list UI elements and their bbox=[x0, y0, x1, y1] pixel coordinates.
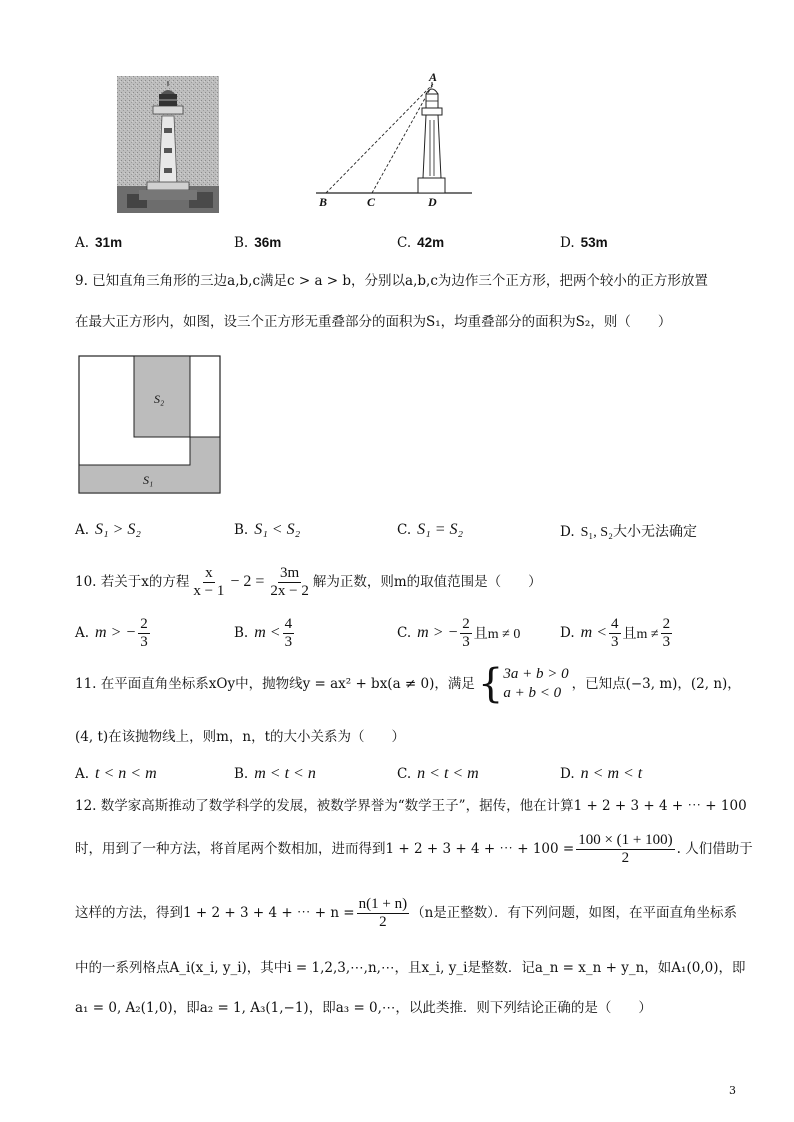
q11-system-brace: { 3a + b > 0 a + b < 0 bbox=[477, 661, 569, 707]
point-label-d: D bbox=[428, 195, 437, 209]
q11-stem-line1: 11. 在平面直角坐标系xOy中，抛物线y = ax² + bx(a ≠ 0)，满足 { 3a + b > 0 a + b < 0 ，已知点(−3, m)，(2, n)， bbox=[75, 661, 741, 707]
q8-option-c[interactable]: C. 42m bbox=[397, 235, 445, 251]
q8-option-b[interactable]: B. 36m bbox=[234, 235, 282, 251]
q11-stem-line2: (4, t)在该抛物线上，则m，n，t的大小关系为（ ） bbox=[75, 729, 406, 745]
tower-angle-diagram bbox=[310, 70, 480, 210]
q9-option-d[interactable]: D. S₁, S₂大小无法确定 bbox=[560, 524, 697, 540]
q12-stem-line4: 中的一系列格点A_i(x_i, y_i)，其中i = 1,2,3,⋯,n,⋯，且x_i, y_i是整数．记a_n = x_n + y_n，如A₁(0,0)，即 bbox=[75, 960, 746, 976]
q12-stem-line5: a₁ = 0, A₂(1,0)，即a₂ = 1, A₃(1,−1)，即a₃ = 0,⋯，以此类推．则下列结论正确的是（ ） bbox=[75, 1000, 652, 1016]
point-label-b: B bbox=[319, 195, 328, 209]
q11-option-c[interactable]: C. n < t < m bbox=[397, 765, 479, 782]
q10-option-c[interactable]: C. m > − $\frac{2}{3}$ 且m ≠ 0 bbox=[397, 616, 521, 650]
point-label-c: C bbox=[367, 195, 376, 209]
q12-stem-line2: 时，用到了一种方法，将首尾两个数相加，进而得到1 + 2 + 3 + 4 + ⋯ + 100 = $\frac{100 \times (1 + 100)}{2}$ . 人们借助于 bbox=[75, 832, 753, 866]
q8-option-a[interactable]: A. 31m bbox=[75, 235, 123, 251]
q9-option-a[interactable]: A. S₁ > S₂ bbox=[75, 521, 141, 538]
q9-option-b[interactable]: B. S₁ < S₂ bbox=[234, 521, 301, 538]
q10-fraction-right: $\frac{3m}{2x - 2}$ bbox=[270, 565, 309, 599]
q10-option-a[interactable]: A. m > − $\frac{2}{3}$ bbox=[75, 616, 148, 650]
lighthouse-photo bbox=[117, 76, 219, 213]
point-label-a: A bbox=[429, 70, 438, 84]
q10-option-b[interactable]: B. m < $\frac{4}{3}$ bbox=[234, 616, 293, 650]
q9-stem-line2: 在最大正方形内，如图，设三个正方形无重叠部分的面积为S₁，均重叠部分的面积为S₂，则（ ） bbox=[75, 314, 672, 330]
q9-stem-line1: 9. 已知直角三角形的三边a,b,c满足c > a > b，分别以a,b,c为边作三个正方形，把两个较小的正方形放置 bbox=[75, 273, 708, 289]
q11-option-a[interactable]: A. t < n < m bbox=[75, 765, 157, 782]
q11-option-b[interactable]: B. m < t < n bbox=[234, 765, 316, 782]
s2-label: S₂ bbox=[154, 392, 165, 406]
q10-option-d[interactable]: D. m < $\frac{4}{3}$ 且m ≠ $\frac{2}{3}$ bbox=[560, 616, 671, 650]
page-number: 3 bbox=[729, 1084, 736, 1097]
s1-label: S₁ bbox=[143, 473, 154, 487]
q10-stem: 10. 若关于x的方程 $\frac{x}{x - 1}$ − 2 = $\frac{3m}{2x - 2}$ 解为正数，则m的取值范围是（ ） bbox=[75, 565, 542, 599]
q10-fraction-left: $\frac{x}{x - 1}$ bbox=[193, 565, 225, 599]
q12-stem-line3: 这样的方法，得到1 + 2 + 3 + 4 + ⋯ + n = $\frac{n(1 + n)}{2}$ （n是正整数）．有下列问题，如图，在平面直角坐标系 bbox=[75, 896, 738, 930]
q11-option-d[interactable]: D. n < m < t bbox=[560, 765, 643, 782]
q12-stem-line1: 12. 数学家高斯推动了数学科学的发展，被数学界誉为“数学王子”，据传，他在计算1 + 2 + 3 + 4 + ⋯ + 100 bbox=[75, 798, 747, 814]
q9-option-c[interactable]: C. S₁ = S₂ bbox=[397, 521, 464, 538]
q8-option-d[interactable]: D. 53m bbox=[560, 235, 608, 251]
